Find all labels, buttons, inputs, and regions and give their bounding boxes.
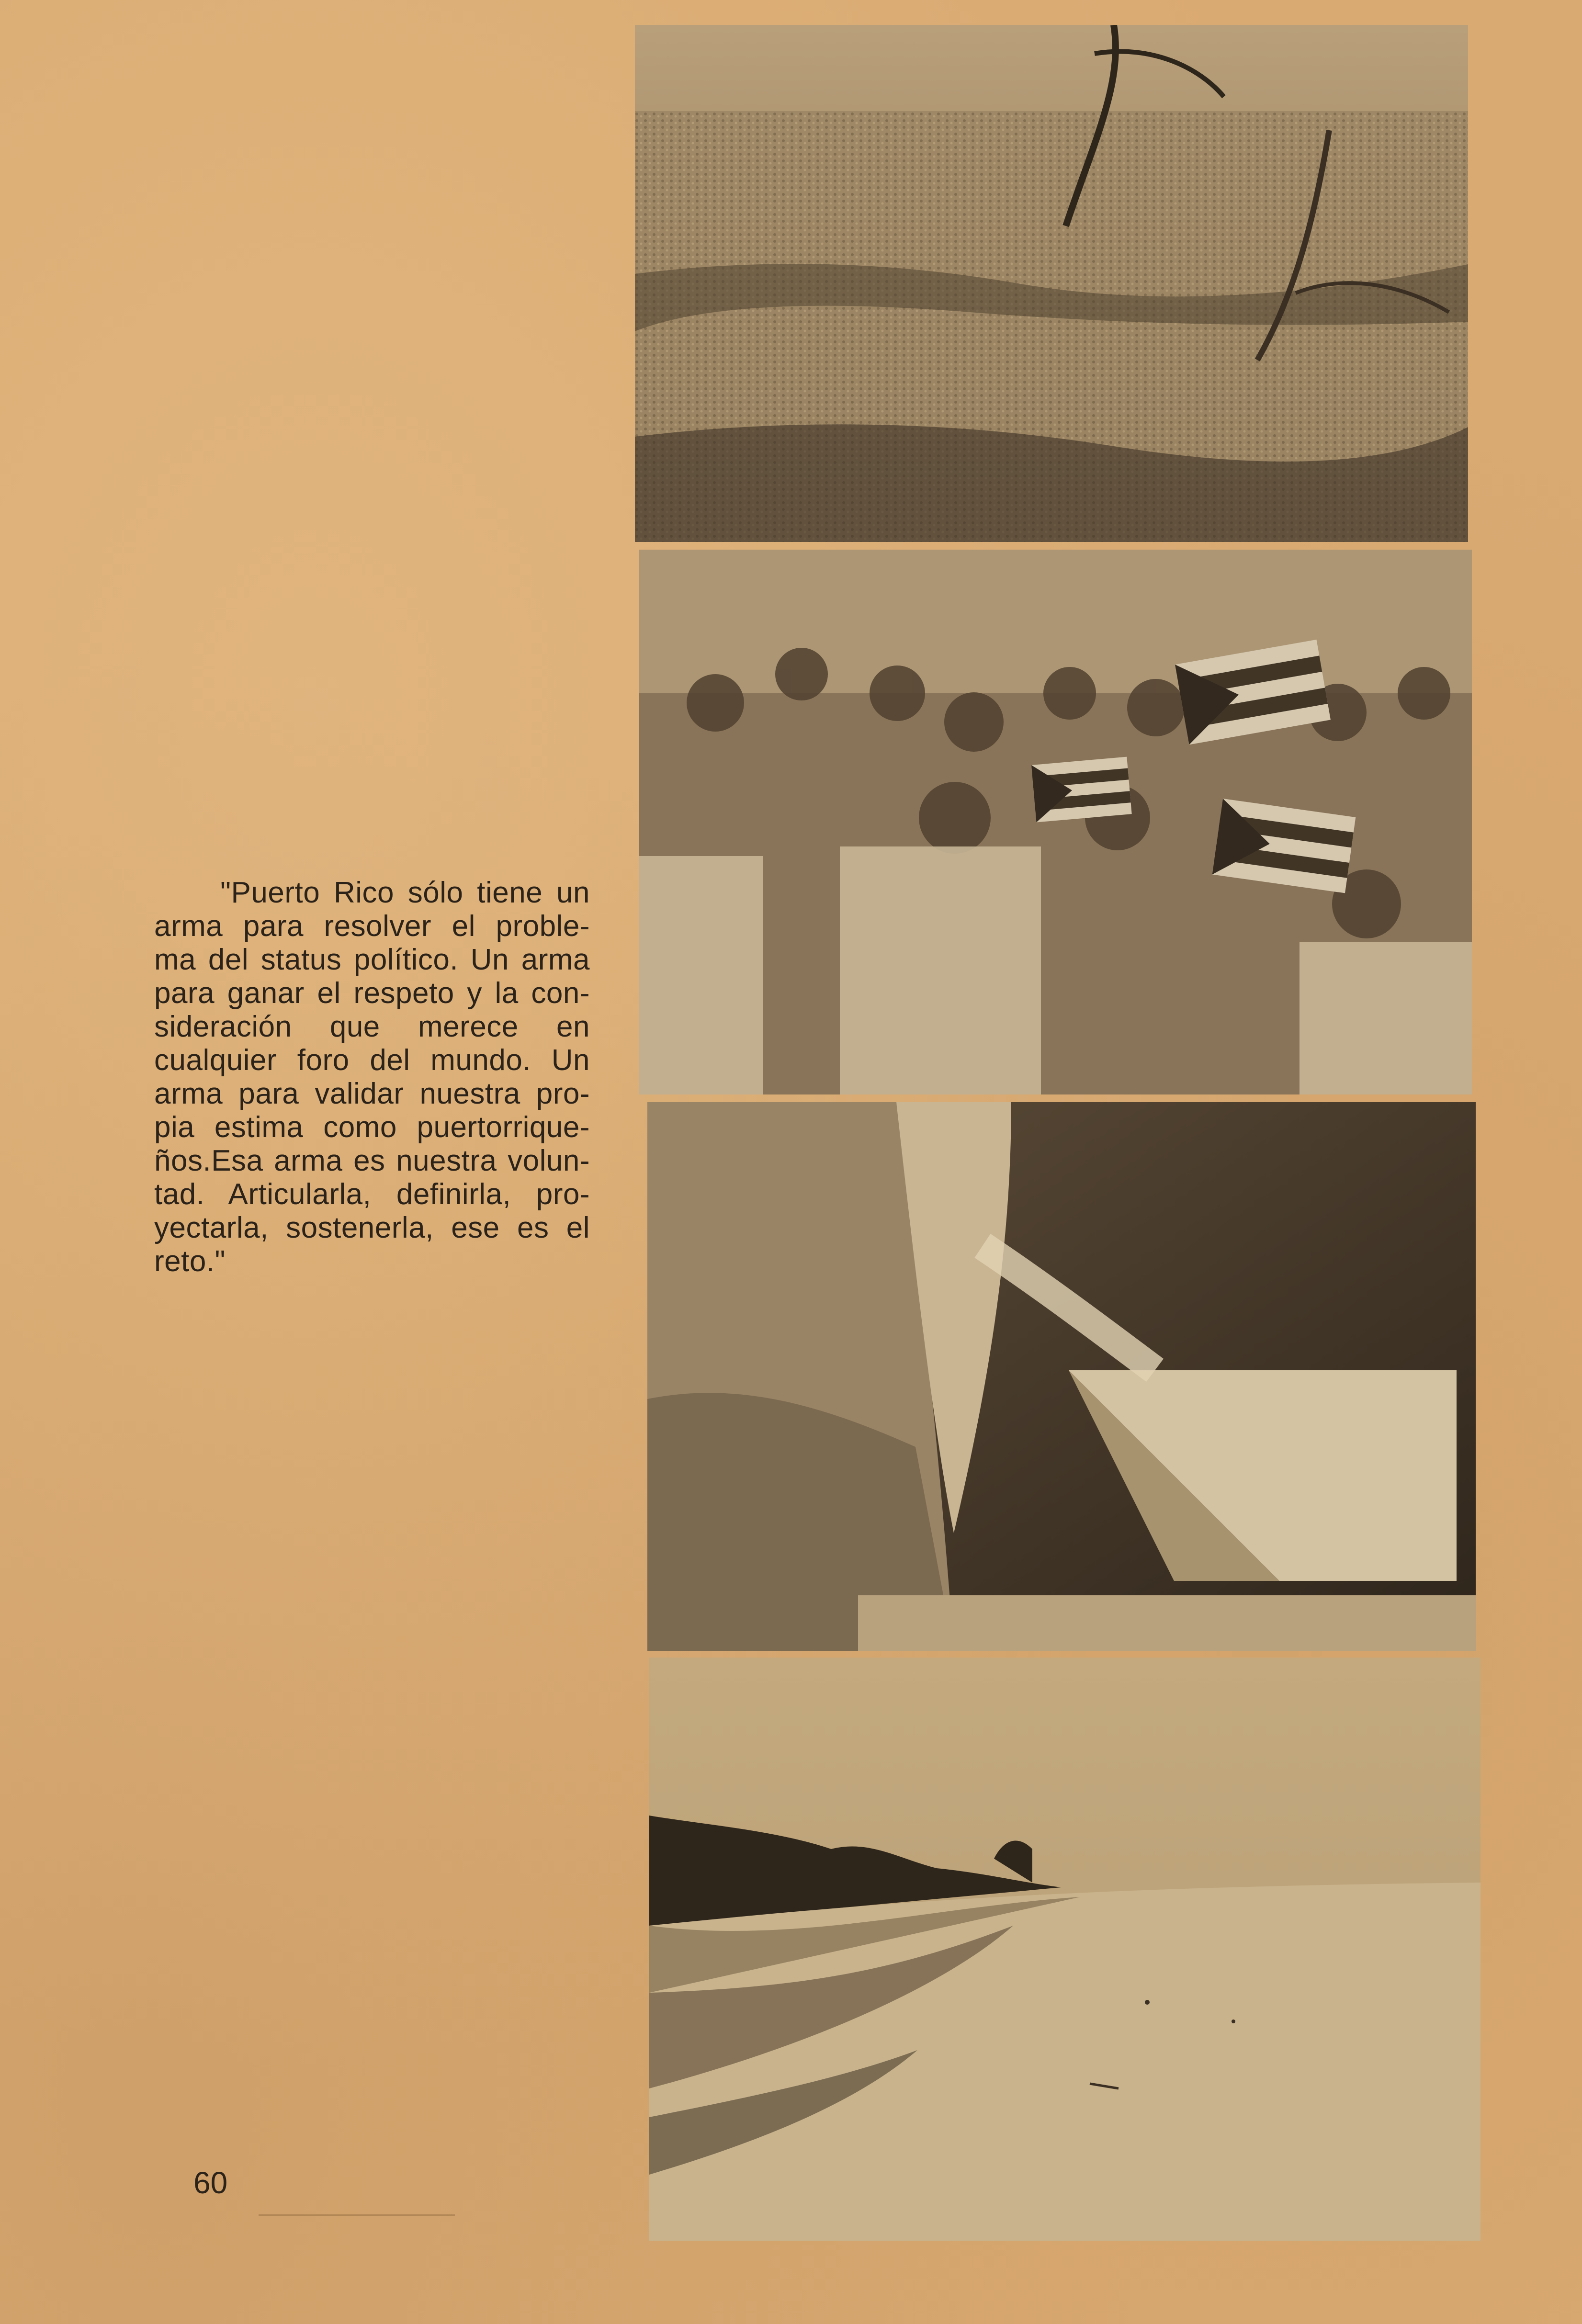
footer-rule — [259, 2214, 455, 2216]
quote-line: pia estima como puertorrique- — [154, 1111, 590, 1144]
coastline-beach-photo — [649, 1658, 1480, 2241]
ballot-box-hand-image — [647, 1102, 1476, 1651]
quote-line: ños.Esa arma es nuestra volun- — [154, 1144, 590, 1177]
page-number: 60 — [193, 2166, 228, 2200]
quote-line: tad. Articularla, definirla, pro- — [154, 1178, 590, 1211]
quote-line: sideración que merece en — [154, 1010, 590, 1043]
quote-line: ma del status político. Un arma — [154, 943, 590, 976]
quote-line: arma para resolver el proble- — [154, 910, 590, 943]
field-landscape-image — [635, 25, 1468, 542]
quote-line: "Puerto Rico sólo tiene un — [220, 876, 590, 909]
field-landscape-photo — [635, 25, 1468, 542]
quote-line: reto." — [154, 1245, 226, 1278]
quote-line: para ganar el respeto y la con- — [154, 977, 590, 1010]
crowd-with-flags-image — [639, 550, 1472, 1094]
ballot-box-hand-photo — [647, 1102, 1476, 1651]
quote-text-block — [154, 876, 590, 1278]
quote-line: yectarla, sostenerla, ese es el — [154, 1211, 590, 1244]
coastline-beach-image — [649, 1658, 1480, 2241]
quote-line: cualquier foro del mundo. Un — [154, 1044, 590, 1077]
crowd-with-flags-photo — [639, 550, 1472, 1094]
quote-line: arma para validar nuestra pro- — [154, 1077, 590, 1110]
